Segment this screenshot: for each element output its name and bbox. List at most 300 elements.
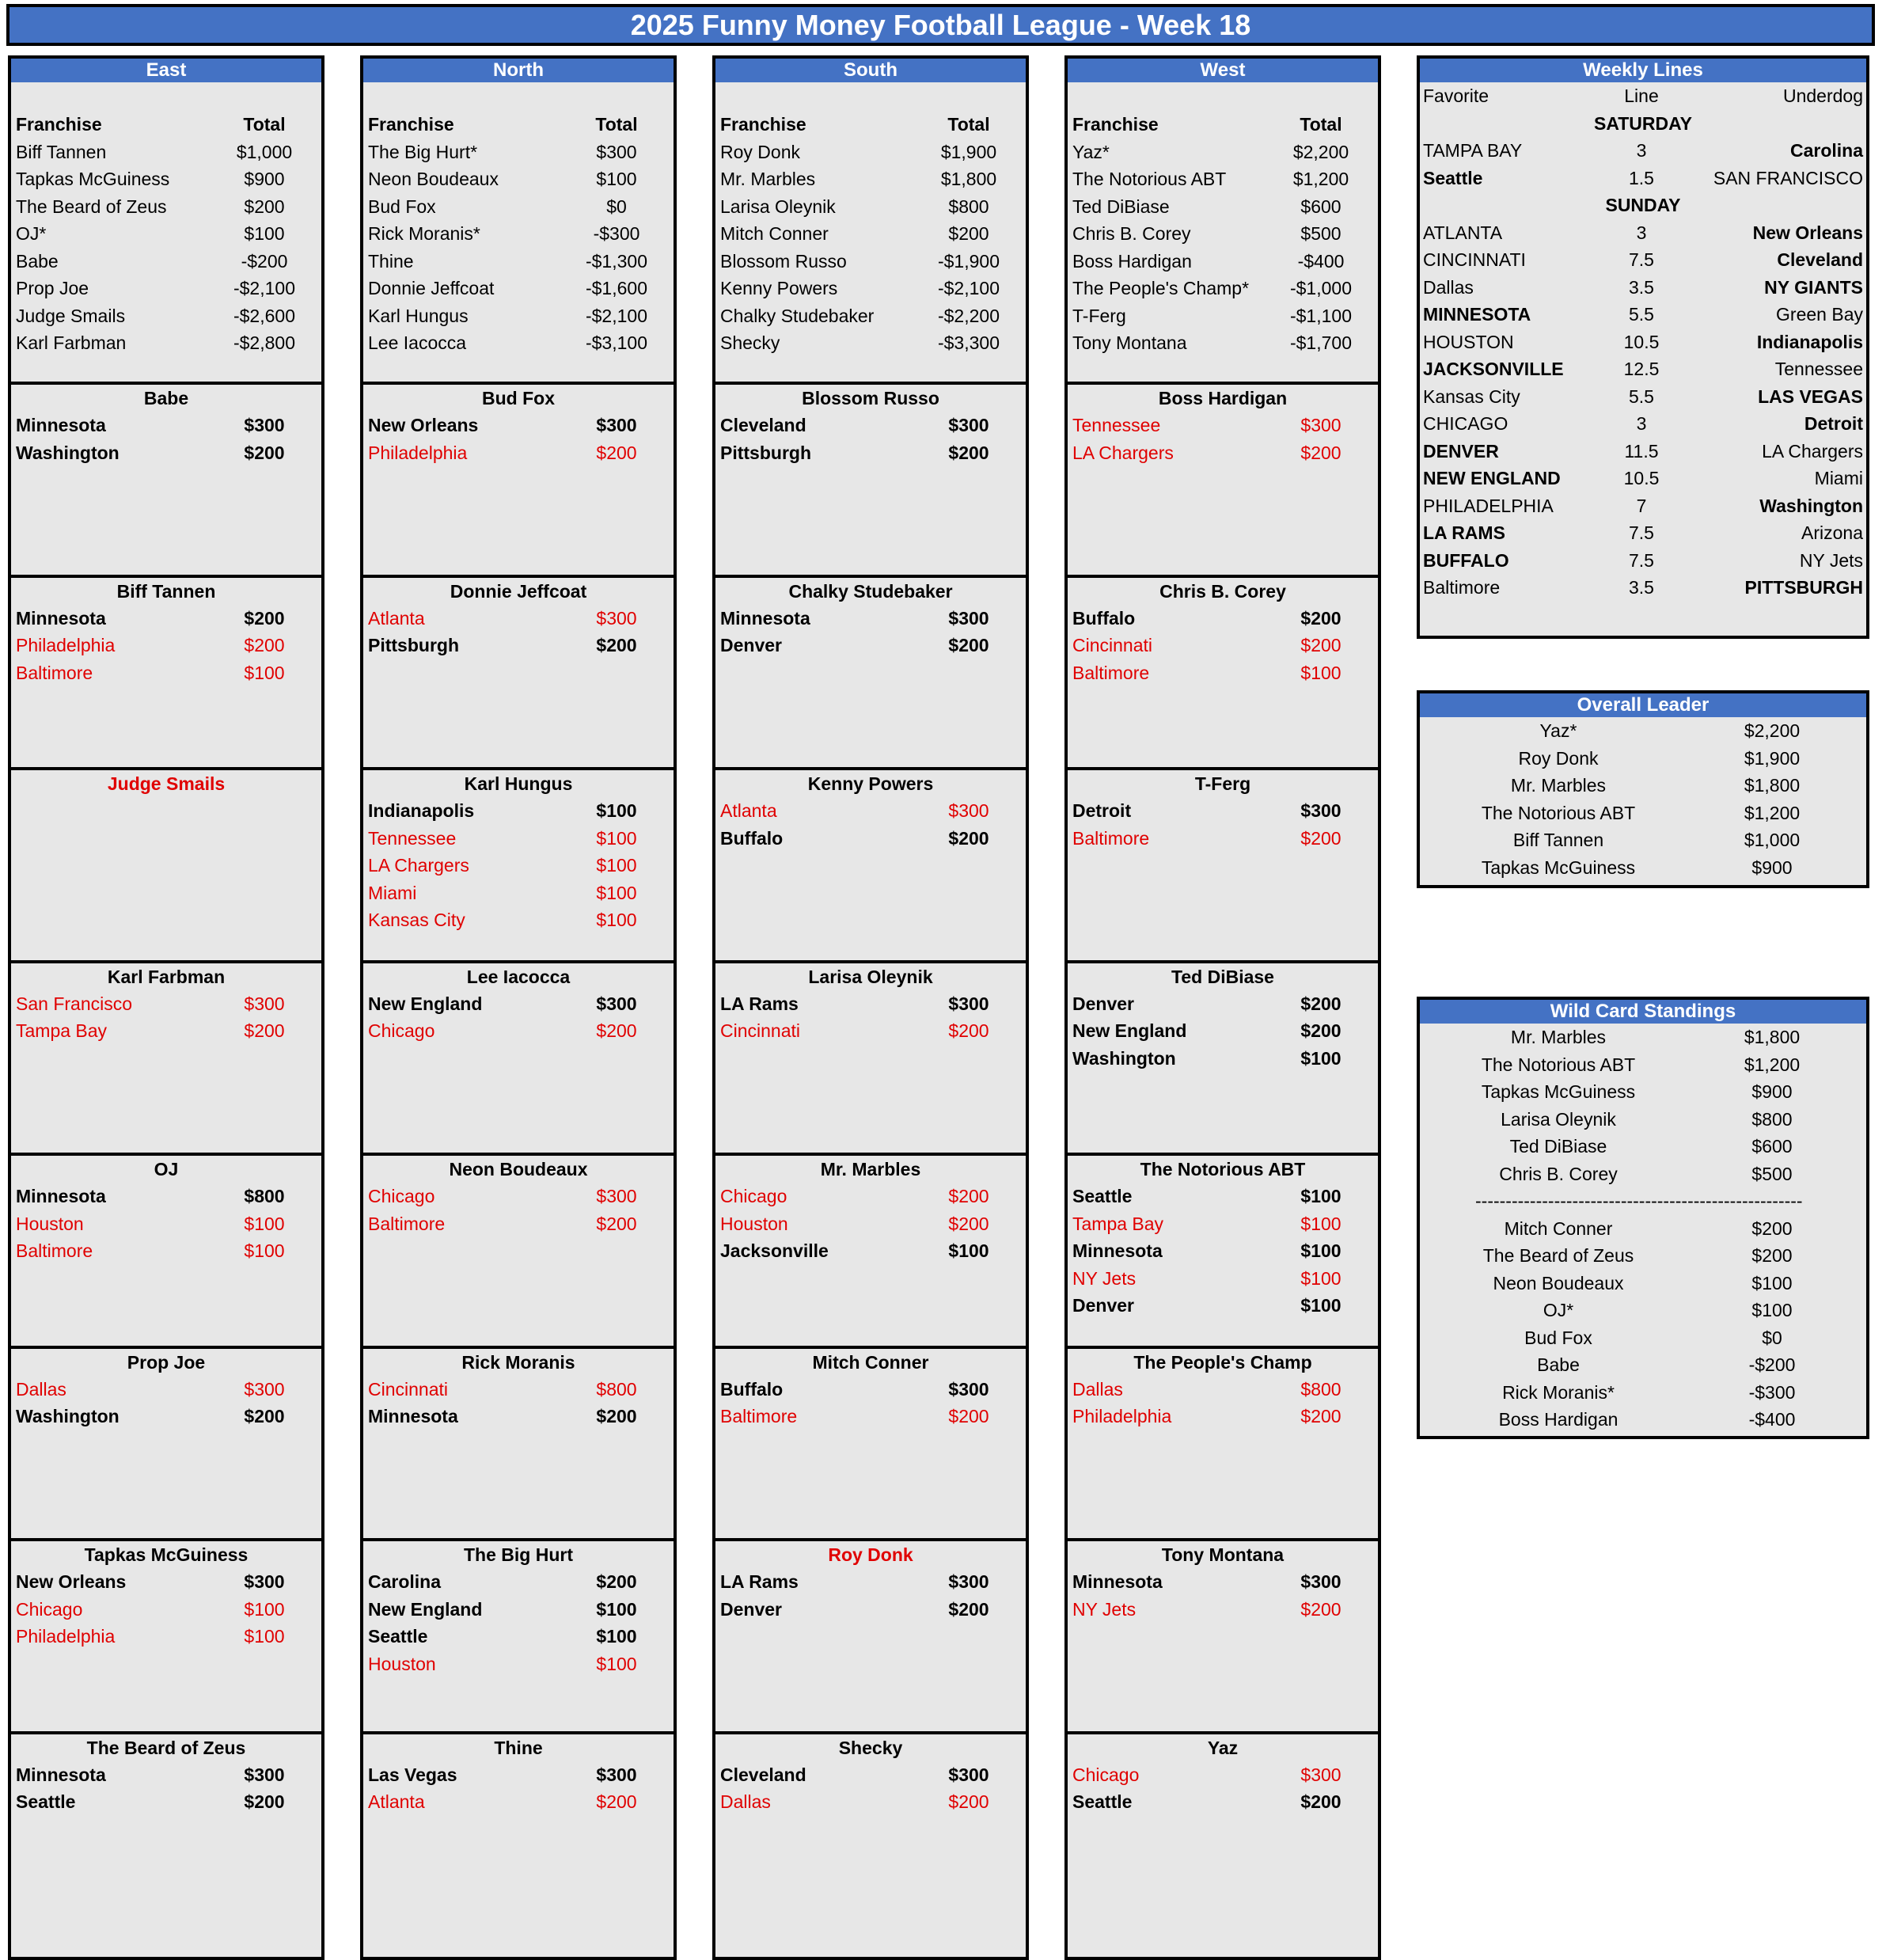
pick-team: Buffalo <box>720 827 784 849</box>
franchise-card-title: Thine <box>494 1737 543 1758</box>
franchise-total: -$2,100 <box>233 278 295 298</box>
franchise-total: -$1,000 <box>1289 278 1352 298</box>
standings-row <box>11 220 321 248</box>
pick-row <box>1068 1403 1378 1430</box>
total-header: Total <box>1300 114 1342 135</box>
pick-team: Minnesota <box>368 1406 458 1426</box>
wild-card-name: Chris B. Corey <box>1499 1163 1618 1184</box>
division-body <box>712 82 1029 1960</box>
pick-amount: $300 <box>948 415 989 435</box>
pick-amount: $200 <box>596 1571 637 1592</box>
pick-team: Seattle <box>368 1626 428 1647</box>
franchise-total: $900 <box>244 169 285 189</box>
point-line: 3 <box>1636 222 1647 243</box>
franchise-card-title: Kenny Powers <box>807 773 934 794</box>
franchise-card <box>715 1731 1026 1924</box>
game-row <box>1420 301 1866 329</box>
leader-total: $2,200 <box>1744 720 1801 741</box>
franchise-name: Donnie Jeffcoat <box>368 278 495 298</box>
franchise-card <box>1068 1538 1378 1731</box>
pick-team: Chicago <box>368 1020 435 1041</box>
pick-row <box>11 1403 321 1430</box>
franchise-card <box>363 767 674 960</box>
pick-row <box>363 1596 674 1624</box>
spacer <box>715 82 1026 111</box>
pick-row <box>715 1210 1026 1238</box>
pick-amount: $200 <box>1300 1406 1341 1426</box>
pick-row <box>715 825 1026 853</box>
pick-team: Houston <box>16 1213 84 1234</box>
underdog-team: PITTSBURGH <box>1744 577 1863 598</box>
franchise-name: Lee Iacocca <box>368 332 467 353</box>
pick-team: Minnesota <box>1072 1240 1163 1261</box>
underdog-team: SAN FRANCISCO <box>1713 167 1863 188</box>
franchise-name: Kenny Powers <box>720 278 838 298</box>
pick-row <box>1068 797 1378 825</box>
underdog-team: New Orleans <box>1752 222 1863 243</box>
franchise-header: Franchise <box>368 114 454 135</box>
pick-team: Chicago <box>720 1186 787 1206</box>
leader-row <box>1420 826 1866 854</box>
wild-card-row <box>1420 1351 1866 1379</box>
wild-card-name: Mr. Marbles <box>1510 1027 1607 1047</box>
pick-row <box>1068 1183 1378 1210</box>
pick-amount: $300 <box>596 993 637 1014</box>
pick-team: Baltimore <box>16 662 93 683</box>
pick-amount: $100 <box>1300 1213 1341 1234</box>
standings-row <box>715 193 1026 221</box>
pick-team: Washington <box>1072 1047 1176 1069</box>
pick-amount: $100 <box>244 662 285 683</box>
franchise-card <box>1068 575 1378 768</box>
franchise-card <box>11 960 321 1153</box>
pick-amount: $200 <box>1300 993 1341 1014</box>
pick-amount: $100 <box>596 1653 637 1674</box>
standings-row <box>1068 302 1378 330</box>
pick-team: Chicago <box>368 1186 435 1206</box>
pick-row <box>11 1017 321 1045</box>
franchise-card <box>1068 382 1378 575</box>
wild-card-name: The Beard of Zeus <box>1482 1245 1634 1266</box>
pick-amount: $300 <box>948 993 989 1014</box>
pick-row <box>715 1403 1026 1430</box>
franchise-total: -$2,100 <box>585 305 647 326</box>
game-row <box>1420 137 1866 165</box>
pick-row <box>363 1183 674 1210</box>
pick-amount: $100 <box>1300 1186 1341 1206</box>
leader-total: $1,000 <box>1744 830 1801 850</box>
division-body <box>360 82 677 1960</box>
pick-amount: $800 <box>596 1378 637 1400</box>
pick-amount: $100 <box>244 1213 285 1234</box>
wild-card-total: $1,800 <box>1744 1027 1801 1047</box>
standings-row <box>715 302 1026 330</box>
franchise-name: Boss Hardigan <box>1072 250 1192 272</box>
day-label: SATURDAY <box>1594 112 1692 134</box>
leader-total: $900 <box>1751 857 1793 878</box>
underdog-header: Underdog <box>1782 85 1863 106</box>
franchise-name: Karl Farbman <box>16 332 127 353</box>
point-line: 5.5 <box>1629 304 1654 325</box>
wild-card-row <box>1420 1324 1866 1352</box>
spacer <box>1068 82 1378 111</box>
pick-row <box>715 990 1026 1018</box>
pick-team: Detroit <box>1072 800 1132 821</box>
standings-row <box>715 139 1026 166</box>
underdog-team: Arizona <box>1801 522 1863 543</box>
pick-row <box>363 906 674 934</box>
day-header-row <box>1420 110 1866 138</box>
franchise-card <box>363 1346 674 1539</box>
franchise-name: Chris B. Corey <box>1072 223 1191 244</box>
leader-total: $1,200 <box>1744 802 1801 823</box>
pick-amount: $300 <box>596 1186 637 1206</box>
franchise-card-title: Judge Smails <box>107 773 226 794</box>
point-line: 5.5 <box>1629 386 1654 407</box>
pick-row <box>715 1761 1026 1789</box>
standings-row <box>363 193 674 221</box>
pick-amount: $100 <box>596 827 637 849</box>
franchise-name: Karl Hungus <box>368 305 469 326</box>
pick-team: Indianapolis <box>368 800 475 821</box>
pick-amount: $300 <box>948 1571 989 1592</box>
pick-row <box>363 1788 674 1816</box>
wild-card-row <box>1420 1215 1866 1243</box>
pick-row <box>1068 1292 1378 1320</box>
game-row <box>1420 465 1866 492</box>
pick-row <box>715 412 1026 439</box>
wild-card-row <box>1420 1379 1866 1407</box>
franchise-card <box>715 960 1026 1153</box>
franchise-card-title: Shecky <box>838 1737 903 1758</box>
franchise-card-title: Karl Hungus <box>464 773 573 794</box>
pick-amount: $100 <box>1300 1295 1341 1316</box>
underdog-team: NY GIANTS <box>1764 276 1863 298</box>
pick-row <box>11 659 321 687</box>
franchise-card-title: Boss Hardigan <box>1158 388 1288 408</box>
franchise-card <box>1068 1346 1378 1539</box>
pick-team: Tampa Bay <box>1072 1213 1164 1234</box>
franchise-name: T-Ferg <box>1072 305 1126 326</box>
leader-name: Biff Tannen <box>1512 830 1604 850</box>
pick-team: LA Rams <box>720 1571 799 1592</box>
pick-row <box>1068 632 1378 659</box>
favorite-team: TAMPA BAY <box>1423 140 1523 161</box>
pick-amount: $200 <box>948 1186 989 1206</box>
standings-row <box>1068 193 1378 221</box>
franchise-name: Shecky <box>720 332 780 353</box>
total-header: Total <box>595 114 638 135</box>
franchise-name: The People's Champ* <box>1072 278 1250 298</box>
wild-card-name: Ted DiBiase <box>1509 1136 1607 1157</box>
point-line: 7 <box>1636 495 1647 516</box>
franchise-name: Ted DiBiase <box>1072 196 1170 217</box>
wild-card-total: $0 <box>1762 1327 1782 1348</box>
franchise-name: OJ* <box>16 223 47 244</box>
leader-name: Mr. Marbles <box>1510 775 1607 796</box>
pick-row <box>715 1788 1026 1816</box>
pick-amount: $200 <box>596 1406 637 1426</box>
pick-amount: $100 <box>596 800 637 821</box>
pick-team: Denver <box>720 1598 782 1620</box>
total-header: Total <box>243 114 286 135</box>
favorite-team: MINNESOTA <box>1423 304 1531 325</box>
overall-leader-title: Overall Leader <box>1417 690 1869 717</box>
wild-card-name: Bud Fox <box>1524 1327 1592 1348</box>
pick-amount: $300 <box>244 993 285 1014</box>
franchise-card <box>1068 767 1378 960</box>
game-row <box>1420 410 1866 438</box>
spacer <box>363 82 674 111</box>
pick-amount: $300 <box>948 1378 989 1400</box>
pick-row <box>1068 990 1378 1018</box>
pick-team: Denver <box>1072 993 1134 1014</box>
pick-row <box>11 439 321 467</box>
pick-team: Dallas <box>16 1378 66 1400</box>
pick-amount: $200 <box>1300 1791 1341 1812</box>
weekly-lines-title: Weekly Lines <box>1417 55 1869 82</box>
pick-team: Pittsburgh <box>720 442 811 463</box>
game-row <box>1420 274 1866 302</box>
pick-amount: $100 <box>1300 1240 1341 1261</box>
wild-card-row <box>1420 1160 1866 1188</box>
standings-row <box>11 302 321 330</box>
pick-row <box>1068 412 1378 439</box>
pick-amount: $200 <box>244 1406 285 1426</box>
pick-team: Buffalo <box>1072 607 1136 629</box>
pick-row <box>11 990 321 1018</box>
standings-row <box>715 220 1026 248</box>
pick-amount: $100 <box>244 1240 285 1261</box>
pick-amount: $300 <box>1300 1571 1341 1592</box>
pick-team: Washington <box>16 442 120 463</box>
pick-amount: $100 <box>948 1240 989 1261</box>
wild-card-total: $600 <box>1751 1136 1793 1157</box>
leader-total: $1,900 <box>1744 747 1801 769</box>
pick-team: Baltimore <box>368 1213 446 1234</box>
pick-row <box>363 1761 674 1789</box>
franchise-name: The Notorious ABT <box>1072 169 1227 189</box>
pick-row <box>11 1568 321 1596</box>
standings-row <box>1068 329 1378 357</box>
standings-row <box>363 139 674 166</box>
pick-row <box>1068 1568 1378 1596</box>
game-row <box>1420 219 1866 247</box>
standings-row <box>363 165 674 193</box>
standings-row <box>363 329 674 357</box>
leader-total: $1,800 <box>1744 775 1801 796</box>
point-line: 7.5 <box>1629 549 1654 571</box>
standings-row <box>1068 220 1378 248</box>
franchise-total: -$200 <box>241 250 288 272</box>
pick-team: Minnesota <box>720 607 810 629</box>
wild-card-total: $800 <box>1751 1108 1793 1130</box>
pick-amount: $300 <box>948 1764 989 1785</box>
wild-card-body <box>1417 1024 1869 1439</box>
point-line: 3.5 <box>1629 276 1654 298</box>
underdog-team: Washington <box>1759 495 1863 516</box>
pick-amount: $300 <box>948 800 989 821</box>
pick-team: Minnesota <box>16 1764 106 1785</box>
franchise-total: $0 <box>606 196 627 217</box>
franchise-card <box>11 1538 321 1731</box>
pick-amount: $100 <box>244 1626 285 1647</box>
pick-row <box>1068 1761 1378 1789</box>
franchise-card-title: Lee Iacocca <box>466 966 571 987</box>
franchise-name: Biff Tannen <box>16 141 107 162</box>
pick-row <box>1068 659 1378 687</box>
standings-row <box>363 302 674 330</box>
pick-team: Philadelphia <box>368 442 468 463</box>
standings-row <box>11 275 321 302</box>
underdog-team: Carolina <box>1789 140 1863 161</box>
pick-amount: $200 <box>1300 1598 1341 1620</box>
pick-team: Cincinnati <box>720 1020 800 1041</box>
pick-row <box>363 1568 674 1596</box>
overall-leader-body <box>1417 717 1869 888</box>
pick-amount: $200 <box>948 1020 989 1041</box>
franchise-card-title: Bud Fox <box>482 388 555 408</box>
division-standings <box>363 82 674 382</box>
favorite-team: Kansas City <box>1423 386 1520 407</box>
underdog-team: Detroit <box>1804 413 1863 434</box>
point-line: 7.5 <box>1629 522 1654 543</box>
point-line: 3 <box>1636 413 1647 434</box>
division-standings <box>715 82 1026 382</box>
pick-amount: $200 <box>244 607 285 629</box>
pick-amount: $200 <box>596 1020 637 1041</box>
pick-row <box>1068 1017 1378 1045</box>
franchise-name: Neon Boudeaux <box>368 169 499 189</box>
franchise-name: Bud Fox <box>368 196 436 217</box>
pick-team: Baltimore <box>720 1406 798 1426</box>
leader-row <box>1420 800 1866 827</box>
wild-card-name: OJ* <box>1543 1300 1574 1320</box>
pick-row <box>715 1568 1026 1596</box>
pick-row <box>11 1237 321 1265</box>
standings-row <box>715 248 1026 275</box>
franchise-total: -$400 <box>1297 250 1345 272</box>
pick-team: Minnesota <box>16 1186 106 1206</box>
pick-amount: $300 <box>1300 800 1341 821</box>
franchise-card-title: Biff Tannen <box>116 580 216 602</box>
franchise-name: Babe <box>16 250 59 272</box>
franchise-card-title: Ted DiBiase <box>1171 966 1274 987</box>
wild-card-total: $900 <box>1751 1081 1793 1102</box>
spacer <box>11 82 321 111</box>
franchise-card-title: Tony Montana <box>1161 1544 1285 1565</box>
pick-amount: $100 <box>596 855 637 876</box>
pick-amount: $200 <box>948 827 989 849</box>
pick-team: Houston <box>368 1653 436 1674</box>
pick-team: Buffalo <box>720 1378 784 1400</box>
franchise-total: $300 <box>596 141 637 162</box>
franchise-card <box>715 1153 1026 1346</box>
franchise-total: $100 <box>596 169 637 189</box>
pick-amount: $200 <box>1300 442 1341 463</box>
franchise-card <box>363 382 674 575</box>
standings-row <box>363 220 674 248</box>
point-line: 7.5 <box>1629 249 1654 270</box>
division-column-east <box>8 55 324 1960</box>
franchise-card <box>1068 1731 1378 1924</box>
pick-row <box>363 632 674 659</box>
cutline-dashes: ------------------------------------------------------ <box>1475 1191 1803 1211</box>
division-header: South <box>712 55 1029 82</box>
franchise-total: -$1,300 <box>585 250 647 272</box>
pick-team: LA Rams <box>720 993 799 1014</box>
pick-row <box>363 605 674 632</box>
franchise-card <box>715 382 1026 575</box>
weekly-lines-body <box>1417 82 1869 639</box>
standings-row <box>363 248 674 275</box>
division-standings <box>11 82 321 382</box>
franchise-card-title: Blossom Russo <box>802 388 939 408</box>
franchise-total: -$2,200 <box>937 305 1000 326</box>
pick-amount: $200 <box>948 1598 989 1620</box>
point-line: 10.5 <box>1623 468 1660 488</box>
pick-amount: $300 <box>244 1378 285 1400</box>
pick-team: Las Vegas <box>368 1764 457 1785</box>
wild-card-total: $200 <box>1751 1217 1793 1239</box>
point-line: 3 <box>1636 140 1647 161</box>
pick-team: New England <box>368 1598 483 1620</box>
pick-team: Atlanta <box>368 607 425 629</box>
pick-team: New Orleans <box>368 415 479 435</box>
pick-row <box>715 1596 1026 1624</box>
pick-team: Houston <box>720 1213 788 1234</box>
franchise-name: Tapkas McGuiness <box>16 169 170 189</box>
franchise-total: $200 <box>948 223 989 244</box>
favorite-team: HOUSTON <box>1423 331 1514 352</box>
franchise-card-title: Neon Boudeaux <box>449 1159 588 1179</box>
pick-row <box>1068 1265 1378 1293</box>
standings-row <box>1068 139 1378 166</box>
underdog-team: Miami <box>1814 468 1863 488</box>
franchise-card <box>11 1731 321 1924</box>
standings-row <box>715 275 1026 302</box>
pick-team: Tampa Bay <box>16 1020 108 1041</box>
pick-row <box>1068 439 1378 467</box>
franchise-total: $1,900 <box>940 141 997 162</box>
division-column-west <box>1064 55 1381 1960</box>
pick-team: NY Jets <box>1072 1598 1137 1620</box>
standings-header-row <box>11 111 321 139</box>
franchise-total: -$1,600 <box>585 278 647 298</box>
pick-team: LA Chargers <box>368 855 469 876</box>
pick-amount: $100 <box>1300 662 1341 683</box>
pick-amount: $100 <box>596 910 637 930</box>
game-row <box>1420 519 1866 547</box>
favorite-team: CINCINNATI <box>1423 249 1526 270</box>
franchise-card <box>363 960 674 1153</box>
underdog-team: NY Jets <box>1799 549 1863 571</box>
wild-card-row <box>1420 1133 1866 1160</box>
wild-card-name: Babe <box>1537 1354 1580 1375</box>
standings-row <box>11 139 321 166</box>
wild-card-name: Tapkas McGuiness <box>1481 1081 1636 1102</box>
pick-team: Philadelphia <box>16 635 116 655</box>
franchise-name: Judge Smails <box>16 305 126 326</box>
game-row <box>1420 492 1866 520</box>
game-row <box>1420 165 1866 192</box>
leader-row <box>1420 854 1866 882</box>
pick-amount: $200 <box>948 1791 989 1812</box>
franchise-name: The Beard of Zeus <box>16 196 167 217</box>
pick-team: Pittsburgh <box>368 635 459 655</box>
wild-card-name: The Notorious ABT <box>1481 1054 1636 1075</box>
pick-team: Chicago <box>1072 1764 1140 1785</box>
